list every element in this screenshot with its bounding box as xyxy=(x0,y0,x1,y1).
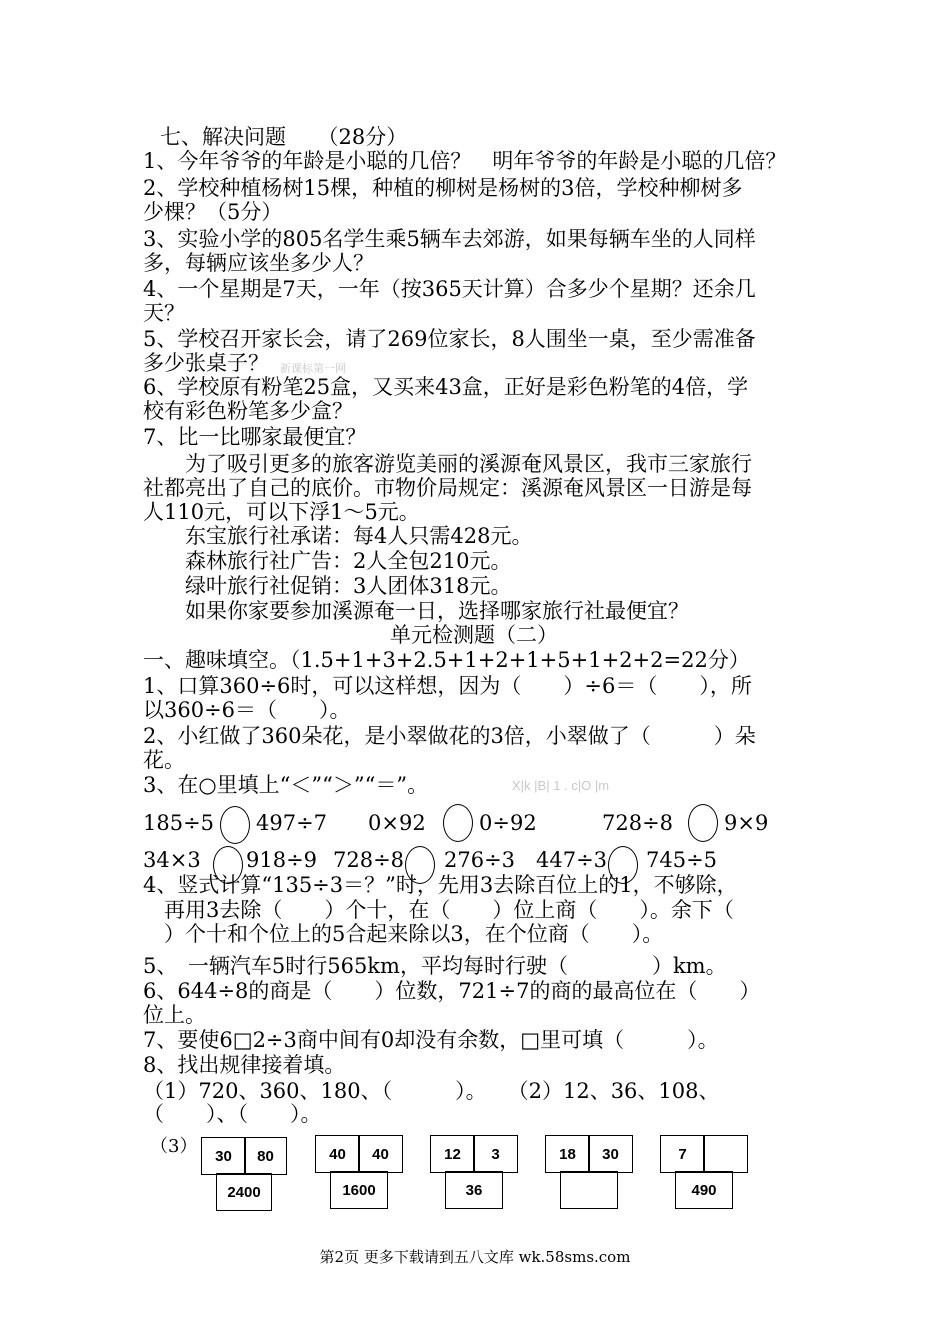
fill-2-line1: 2、小红做了360朵花，是小翠做花的3倍，小翠做了（ ）朵 xyxy=(143,724,756,748)
pattern-box-top-right[interactable] xyxy=(703,1135,748,1173)
question-6-line2: 校有彩色粉笔多少盒？ xyxy=(143,399,353,423)
question-2-line2: 少棵？（5分） xyxy=(143,200,283,224)
pattern-box-top-right: 40 xyxy=(358,1135,403,1173)
pattern-box-bottom: 490 xyxy=(675,1171,733,1209)
question-7-dongbao: 东宝旅行社承诺：每4人只需428元。 xyxy=(143,524,533,548)
question-4-line1: 4、一个星期是7天，一年（按365天计算）合多少个星期？还余几 xyxy=(143,277,756,301)
unit-title: 单元检测题（二） xyxy=(390,623,558,647)
compare-circle[interactable] xyxy=(443,804,473,842)
page-footer: 第2页 更多下载请到五八文库 wk.58sms.com xyxy=(319,1248,631,1266)
fill-7: 7、要使6□2÷3商中间有0却没有余数，□里可填（ ）。 xyxy=(143,1028,719,1052)
fill-8-part1: （1）720、360、180、（ ）。 （2）12、36、108、 xyxy=(143,1079,720,1103)
compare-2-left: 0×92 xyxy=(368,811,426,835)
fill-4-line1: 4、竖式计算“135÷3＝？”时，先用3去除百位上的1，不够除， xyxy=(143,873,738,897)
question-5-line2: 多少张桌子？ xyxy=(143,351,269,375)
pattern-box-top-right: 3 xyxy=(473,1135,518,1173)
fill-6-line2: 位上。 xyxy=(143,1003,206,1027)
section7-title: 七、解决问题 （28分） xyxy=(160,125,408,149)
pattern-box-top-left: 18 xyxy=(545,1135,590,1173)
compare-circle[interactable] xyxy=(688,804,718,842)
pattern-box-bottom: 1600 xyxy=(330,1171,388,1209)
question-4-line2: 天？ xyxy=(143,301,185,325)
fill-8: 8、找出规律接着填。 xyxy=(143,1053,346,1077)
compare-1-right: 497÷7 xyxy=(256,811,328,835)
fill-5: 5、 一辆汽车5时行565km，平均每时行驶（ ）km。 xyxy=(143,954,727,978)
question-7-lvye: 绿叶旅行社促销：3人团体318元。 xyxy=(143,574,512,598)
question-7-senlin: 森林旅行社广告：2人全包210元。 xyxy=(143,549,512,573)
compare-4-right: 918÷9 xyxy=(246,848,318,872)
watermark-xkb: X|k |B| 1 . c|O |m xyxy=(512,778,610,793)
question-1: 1、今年爷爷的年龄是小聪的几倍？ 明年爷爷的年龄是小聪的几倍？ xyxy=(143,149,787,173)
question-7-para-3: 人110元，可以下浮1～5元。 xyxy=(143,500,420,524)
compare-6-left: 447÷3 xyxy=(536,848,608,872)
pattern-box-top-left: 40 xyxy=(315,1135,360,1173)
fill-8-part3-label: （3） xyxy=(150,1136,198,1157)
question-5-line1: 5、学校召开家长会，请了269位家长，8人围坐一桌，至少需准备 xyxy=(143,327,756,351)
fill-4-line3: ）个十和个位上的5合起来除以3，在个位商（ ）。 xyxy=(143,922,664,946)
compare-5-left: 728÷8 xyxy=(333,848,405,872)
pattern-box-top-left: 30 xyxy=(201,1137,246,1175)
question-7-prompt: 如果你家要参加溪源奄一日，选择哪家旅行社最便宜？ xyxy=(143,599,689,623)
fill-1-line2: 以360÷6＝（ ）。 xyxy=(143,698,351,722)
compare-2-right: 0÷92 xyxy=(479,811,537,835)
question-7-para-2: 社都亮出了自己的底价。市物价局规定：溪源奄风景区一日游是每 xyxy=(143,476,752,500)
pattern-box-top-right: 80 xyxy=(244,1137,287,1175)
pattern-box-bottom: 36 xyxy=(445,1171,503,1209)
question-3-line1: 3、实验小学的805名学生乘5辆车去郊游，如果每辆车坐的人同样 xyxy=(143,227,756,251)
question-7: 7、比一比哪家最便宜？ xyxy=(143,425,367,449)
pattern-box-bottom[interactable] xyxy=(560,1171,618,1209)
watermark-xinkebiao: 新课标第一网 xyxy=(280,362,346,375)
section1-title: 一、趣味填空。（1.5+1+3+2.5+1+2+1+5+1+2+2=22分） xyxy=(143,648,750,672)
compare-1-left: 185÷5 xyxy=(143,811,215,835)
fill-4-line2: 再用3去除（ ）个十，在（ ）位上商（ ）。余下（ xyxy=(164,898,734,922)
fill-8-part2: （ ）、（ ）。 xyxy=(143,1102,322,1126)
question-6-line1: 6、学校原有粉笔25盒，又买来43盒，正好是彩色粉笔的4倍，学 xyxy=(143,375,749,399)
fill-1-line1: 1、口算360÷6时，可以这样想，因为（ ）÷6＝（ ），所 xyxy=(143,674,752,698)
pattern-box-top-left: 12 xyxy=(430,1135,475,1173)
compare-6-right: 745÷5 xyxy=(646,848,718,872)
compare-circle[interactable] xyxy=(220,806,250,844)
pattern-box-top-left: 7 xyxy=(660,1135,705,1173)
fill-3: 3、在○里填上“＜”“＞”“＝”。 xyxy=(143,773,429,797)
question-3-line2: 多，每辆应该坐多少人？ xyxy=(143,251,374,275)
compare-3-right: 9×9 xyxy=(724,811,769,835)
question-2-line1: 2、学校种植杨树15棵，种植的柳树是杨树的3倍，学校种柳树多 xyxy=(143,176,743,200)
compare-4-left: 34×3 xyxy=(143,848,201,872)
compare-5-right: 276÷3 xyxy=(444,848,516,872)
fill-6-line1: 6、644÷8的商是（ ）位数，721÷7的商的最高位在（ ） xyxy=(143,979,761,1003)
question-7-para-1: 为了吸引更多的旅客游览美丽的溪源奄风景区，我市三家旅行 xyxy=(143,452,752,476)
pattern-box-bottom: 2400 xyxy=(216,1173,272,1211)
compare-3-left: 728÷8 xyxy=(602,811,674,835)
pattern-box-top-right: 30 xyxy=(588,1135,633,1173)
fill-2-line2: 花。 xyxy=(143,748,185,772)
